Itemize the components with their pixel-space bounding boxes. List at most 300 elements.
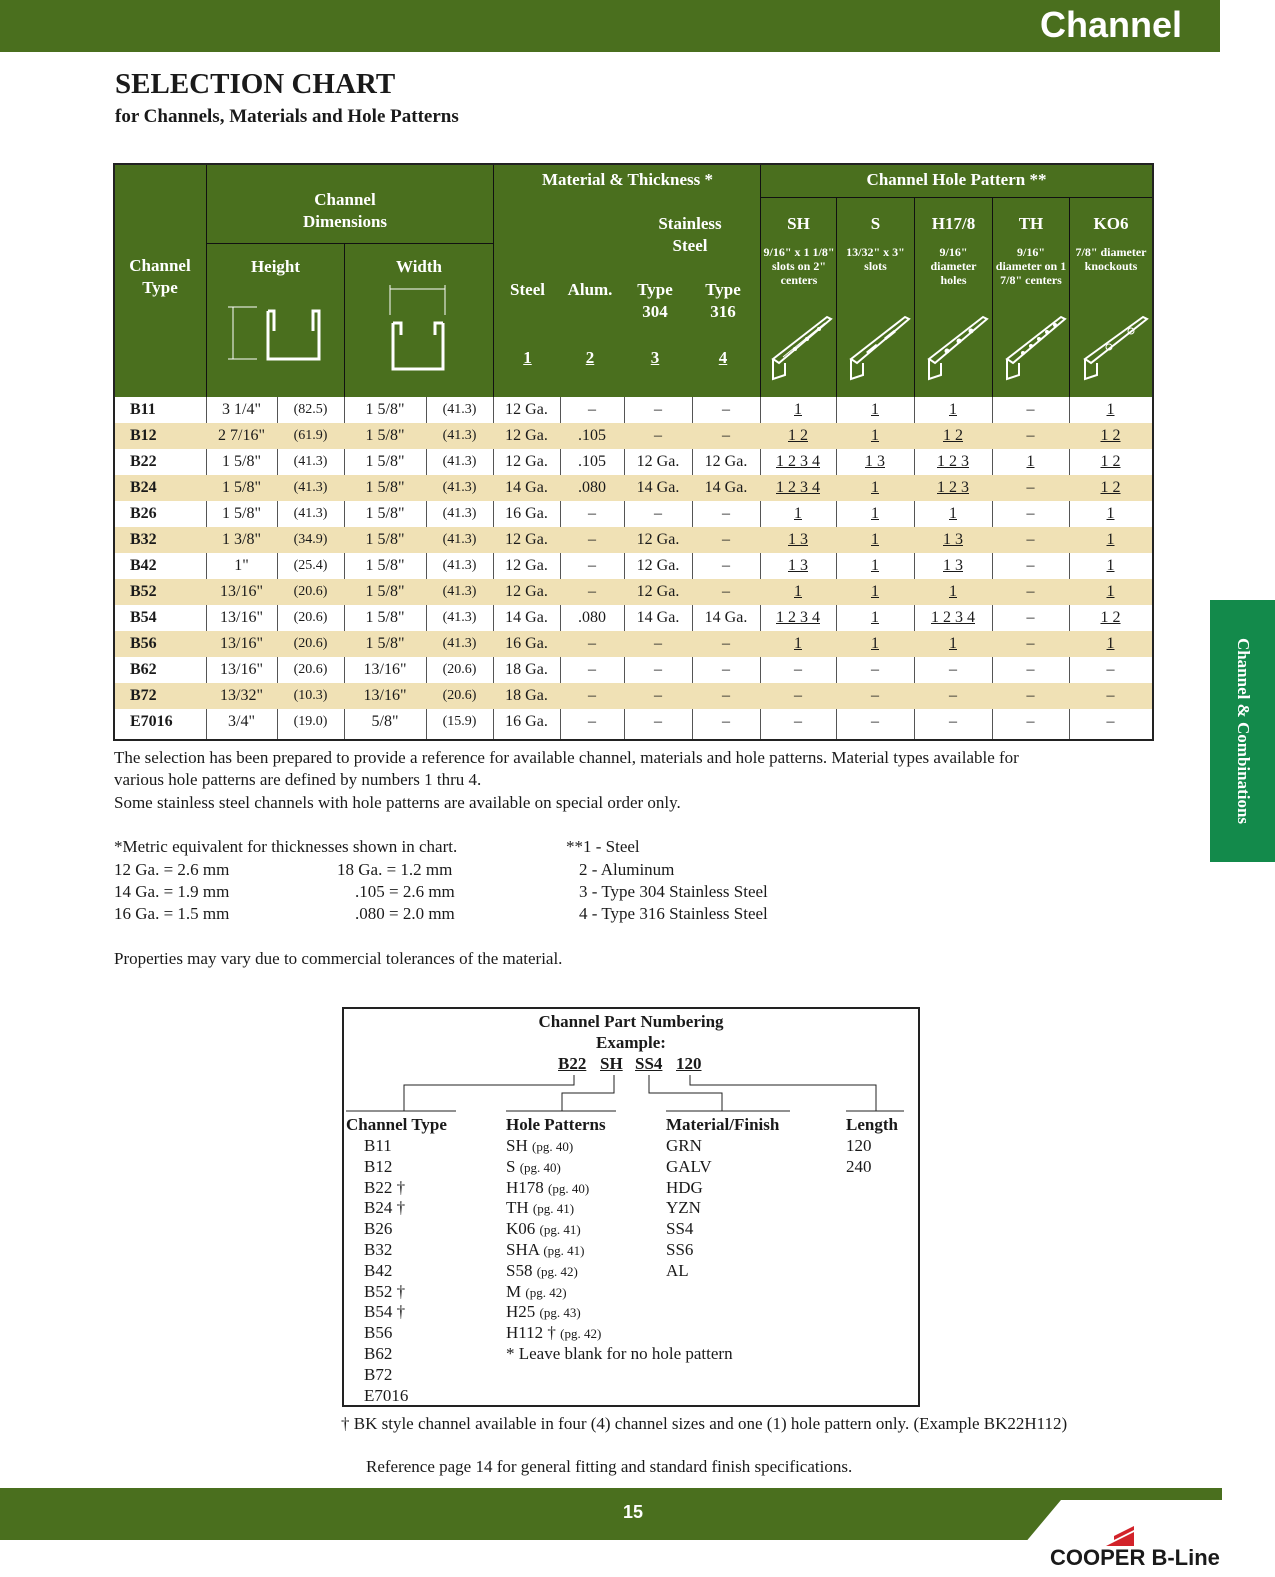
metric-title: *Metric equivalent for thicknesses shown in chart.	[114, 837, 458, 856]
cell-height: 1 5/8"	[222, 479, 261, 496]
note-line-2: various hole patterns are defined by numbers 1 thru 4.	[114, 770, 482, 789]
width-channel-icon	[385, 285, 451, 375]
cell-hp-ko6: 1	[1106, 635, 1115, 652]
cell-hp-s: 1	[871, 583, 879, 600]
cell-type316: –	[722, 505, 730, 522]
cell-alum: –	[588, 531, 596, 548]
properties-note: Properties may vary due to commercial tolerances of the material.	[114, 949, 563, 968]
cell-height: 1"	[234, 557, 249, 574]
hole-pattern-page: (pg. 41)	[543, 1243, 585, 1258]
h-alum: Alum.	[567, 280, 613, 299]
cell-type316: –	[722, 531, 730, 548]
cell-hp-ko6: 1	[1106, 401, 1115, 418]
note-line-1: The selection has been prepared to provide a reference for available channel, materials and hole patterns. Material types available for	[114, 748, 1019, 767]
h-channel-type: Channel Type	[129, 256, 191, 297]
cell-channel-type: B62	[130, 661, 157, 678]
hole-pattern-code: SH	[506, 1136, 528, 1155]
cell-hp-ko6: –	[1106, 661, 1115, 678]
reference-note: Reference page 14 for general fitting and standard finish specifications.	[366, 1457, 853, 1476]
cell-hp-h178: 1 2	[943, 427, 963, 444]
cell-width-mm: (41.3)	[442, 532, 477, 547]
cell-hp-ko6: 1 2	[1100, 609, 1121, 626]
cell-type316: –	[722, 401, 730, 418]
th-channel-icon	[1003, 309, 1069, 383]
bk-footnote: † BK style channel available in four (4) channel sizes and one (1) hole pattern only. (Example BK22H112)	[341, 1414, 1068, 1433]
hole-pattern-page: (pg. 40)	[519, 1159, 561, 1175]
brand-name: COOPER B-Line	[1050, 1545, 1220, 1570]
selection-chart	[113, 163, 1154, 741]
cell-hp-sh: 1	[794, 635, 802, 652]
cell-hp-h178: 1 2 3 4	[931, 609, 975, 626]
cell-hp-ko6: 1	[1106, 531, 1115, 548]
cell-width: 1 5/8"	[365, 583, 405, 600]
hole-pattern-code: S	[506, 1156, 516, 1176]
height-channel-icon	[223, 303, 323, 363]
cell-type316: 14 Ga.	[704, 479, 748, 496]
cell-height: 13/16"	[220, 583, 263, 600]
metric-16ga: 16 Ga. = 1.5 mm	[114, 904, 230, 923]
channel-type-item: B56	[364, 1323, 393, 1343]
cell-width: 13/16"	[363, 687, 407, 704]
table-row	[115, 423, 1152, 449]
cell-channel-type: B26	[130, 505, 157, 522]
col-material-finish: Material/Finish	[666, 1115, 780, 1134]
cell-height-mm: (61.9)	[293, 428, 328, 443]
cell-hp-th: –	[1026, 427, 1035, 444]
cell-hp-h178: 1	[949, 505, 957, 522]
cell-hp-h178: –	[949, 687, 957, 704]
cell-steel: 12 Ga.	[505, 453, 548, 470]
cell-channel-type: B32	[130, 531, 157, 548]
page-number: 15	[623, 1502, 644, 1522]
cell-channel-type: B52	[130, 583, 157, 600]
cell-hp-th: –	[1026, 505, 1035, 522]
cell-width: 1 5/8"	[365, 453, 405, 470]
cell-hp-ko6: 1 2	[1100, 479, 1121, 496]
cell-height: 13/16"	[220, 661, 263, 678]
cell-steel: 16 Ga.	[505, 505, 548, 522]
hp-sh-desc: 9/16" x 1 1/8" slots on 2" centers	[763, 245, 835, 287]
cell-height-mm: (20.6)	[293, 584, 328, 599]
length-item: 120	[846, 1136, 872, 1155]
cell-channel-type: E7016	[130, 713, 173, 730]
hole-pattern-code: H25	[506, 1302, 536, 1322]
cell-alum: –	[588, 401, 596, 418]
cell-hp-s: 1	[871, 635, 879, 652]
cell-alum: –	[588, 505, 596, 522]
cell-width-mm: (20.6)	[442, 662, 477, 677]
metric-14ga: 14 Ga. = 1.9 mm	[114, 882, 230, 901]
hole-pattern-page: (pg. 43)	[539, 1305, 581, 1321]
cell-width-mm: (41.3)	[442, 480, 477, 495]
cell-steel: 18 Ga.	[505, 687, 548, 704]
cell-hp-sh: 1	[794, 505, 802, 522]
cell-height-mm: (25.4)	[293, 558, 328, 573]
h-num-3: 3	[650, 348, 660, 367]
cell-type304: 12 Ga.	[636, 531, 680, 548]
cell-alum: –	[588, 713, 596, 730]
hole-pattern-item	[506, 1135, 573, 1157]
cell-hp-h178: 1 3	[943, 557, 963, 574]
cell-width-mm: (41.3)	[442, 610, 477, 625]
cell-steel: 12 Ga.	[505, 557, 548, 574]
cell-hp-sh: –	[794, 687, 802, 704]
channel-type-item: B54 †	[364, 1302, 406, 1322]
cell-type304: –	[654, 427, 662, 444]
side-tab-label: Channel & Combinations	[1233, 637, 1253, 825]
hole-pattern-page: (pg. 42)	[560, 1326, 602, 1342]
material-item: GRN	[666, 1136, 702, 1155]
key-aluminum: 2 - Aluminum	[579, 860, 675, 879]
key-304: 3 - Type 304 Stainless Steel	[579, 882, 768, 901]
cell-hp-h178: –	[949, 713, 957, 730]
cell-width: 5/8"	[371, 713, 399, 730]
ex-hole: SH	[600, 1054, 623, 1073]
cell-type304: 14 Ga.	[636, 479, 680, 496]
cell-type304: –	[654, 505, 662, 522]
cell-channel-type: B11	[130, 401, 156, 418]
cell-hp-th: –	[1026, 401, 1035, 418]
h178-channel-icon	[925, 309, 991, 383]
side-tab[interactable]	[1210, 600, 1275, 862]
hole-pattern-item	[506, 1197, 574, 1219]
cell-width-mm: (41.3)	[442, 558, 477, 573]
table-row	[115, 631, 1152, 657]
metric-18ga: 18 Ga. = 1.2 mm	[337, 860, 453, 879]
hp-th-desc: 9/16" diameter on 1 7/8" centers	[995, 245, 1067, 287]
h-hole-pattern: Channel Hole Pattern **	[866, 170, 1047, 189]
hole-pattern-page: (pg. 40)	[531, 1139, 574, 1154]
cell-hp-sh: 1 2 3 4	[776, 609, 820, 626]
cell-width-mm: (41.3)	[442, 402, 477, 417]
cell-hp-ko6: 1	[1106, 557, 1115, 574]
cell-height-mm: (20.6)	[293, 610, 328, 625]
h-type304: Type 304	[637, 280, 673, 321]
cell-hp-sh: –	[794, 661, 802, 678]
metric-12ga: 12 Ga. = 2.6 mm	[114, 860, 230, 879]
cell-channel-type: B12	[130, 427, 157, 444]
cell-type304: 12 Ga.	[636, 557, 680, 574]
cell-width: 13/16"	[363, 661, 407, 678]
cell-alum: .080	[578, 479, 606, 496]
cell-hp-th: 1	[1026, 453, 1035, 470]
cell-width: 1 5/8"	[365, 401, 405, 418]
cell-height-mm: (20.6)	[293, 662, 328, 677]
cell-hp-th: –	[1026, 479, 1035, 496]
cell-width-mm: (41.3)	[442, 506, 477, 521]
cell-steel: 16 Ga.	[505, 635, 548, 652]
hole-pattern-item	[506, 1239, 585, 1261]
cell-height: 1 3/8"	[222, 531, 261, 548]
cell-hp-sh: 1 2 3 4	[776, 479, 820, 496]
cell-hp-s: 1	[871, 401, 879, 418]
cell-hp-s: 1	[871, 479, 879, 496]
hole-pattern-code: TH	[506, 1198, 529, 1218]
page-title: SELECTION CHART	[115, 68, 396, 100]
cell-width-mm: (41.3)	[442, 636, 477, 651]
cell-channel-type: B24	[130, 479, 157, 496]
cell-type304: –	[654, 661, 662, 678]
cell-type316: –	[722, 427, 730, 444]
channel-type-item: B12	[364, 1156, 393, 1176]
cell-hp-s: –	[871, 661, 879, 678]
h-dimensions: Channel Dimensions	[302, 190, 388, 231]
cell-width-mm: (20.6)	[442, 688, 477, 703]
cell-type316: –	[722, 635, 730, 652]
channel-type-item: B32	[364, 1240, 393, 1259]
cell-type316: –	[722, 583, 730, 600]
cell-height-mm: (41.3)	[293, 480, 328, 495]
part-title: Channel Part Numbering	[538, 1012, 724, 1031]
cell-width: 1 5/8"	[365, 479, 405, 496]
ex-material: SS4	[635, 1054, 663, 1073]
channel-type-item: B22 †	[364, 1177, 406, 1197]
cell-height: 1 5/8"	[222, 505, 261, 522]
cell-type316: 14 Ga.	[704, 609, 748, 626]
cell-width: 1 5/8"	[365, 531, 405, 548]
cell-type316: –	[722, 661, 730, 678]
cell-hp-ko6: 1	[1106, 505, 1115, 522]
cell-hp-ko6: 1 2	[1100, 453, 1121, 470]
cell-width: 1 5/8"	[365, 427, 405, 444]
cell-hp-th: –	[1026, 557, 1035, 574]
cell-alum: .080	[578, 609, 606, 626]
hole-pattern-page: (pg. 41)	[532, 1201, 575, 1217]
h-stainless: Stainless Steel	[658, 214, 722, 255]
metric-080: .080 = 2.0 mm	[355, 904, 455, 923]
cell-hp-s: 1	[871, 609, 879, 626]
col-channel-type: Channel Type	[346, 1115, 447, 1134]
s-channel-icon	[847, 309, 913, 383]
channel-type-item: B26	[364, 1219, 393, 1239]
material-item: SS6	[666, 1240, 694, 1259]
metric-105: .105 = 2.6 mm	[355, 882, 455, 901]
cell-hp-h178: –	[949, 661, 957, 678]
hp-s: S	[870, 214, 881, 233]
cell-alum: –	[588, 635, 596, 652]
part-example-label: Example:	[596, 1033, 666, 1052]
cell-width-mm: (15.9)	[442, 714, 477, 729]
h-height: Height	[250, 257, 301, 276]
cell-type304: –	[654, 401, 662, 418]
channel-type-item: E7016	[364, 1385, 409, 1405]
col-hole-patterns: Hole Patterns	[506, 1115, 606, 1134]
cell-type316: 12 Ga.	[704, 453, 748, 470]
cell-type304: –	[654, 713, 662, 730]
page-subtitle: for Channels, Materials and Hole Patterns	[115, 106, 459, 127]
length-item: 240	[846, 1156, 872, 1176]
cell-alum: –	[588, 557, 596, 574]
material-item: YZN	[666, 1198, 701, 1218]
cell-hp-h178: 1	[949, 635, 957, 652]
cell-hp-sh: 1	[794, 401, 802, 418]
h-material: Material & Thickness *	[541, 170, 714, 189]
table-row	[115, 553, 1152, 579]
table-row	[115, 579, 1152, 605]
cell-width: 1 5/8"	[365, 635, 405, 652]
part-numbering-box	[342, 1007, 920, 1407]
cell-steel: 12 Ga.	[505, 427, 548, 444]
h-num-1: 1	[523, 348, 532, 367]
table-row	[115, 501, 1152, 527]
part-connector-lines	[344, 1073, 918, 1113]
hp-sh: SH	[787, 214, 810, 233]
cell-hp-s: –	[871, 687, 879, 704]
hp-th: TH	[1018, 214, 1044, 233]
cell-width: 1 5/8"	[365, 557, 405, 574]
table-row	[115, 605, 1152, 631]
hole-pattern-item	[506, 1301, 581, 1323]
cell-type304: –	[654, 635, 662, 652]
cell-channel-type: B56	[130, 635, 157, 652]
cell-height: 2 7/16"	[218, 427, 265, 444]
banner-title: Channel	[1039, 4, 1182, 45]
channel-type-item: B62	[364, 1344, 393, 1363]
cell-hp-ko6: –	[1106, 687, 1115, 704]
cell-type316: –	[722, 713, 730, 730]
cell-height-mm: (41.3)	[293, 506, 328, 521]
cell-hp-s: –	[871, 713, 879, 730]
cell-alum: –	[588, 661, 596, 678]
ko6-channel-icon	[1081, 309, 1151, 383]
cell-hp-sh: 1 2 3 4	[776, 453, 820, 470]
table-row	[115, 683, 1152, 709]
hp-h178: H17/8	[931, 214, 976, 233]
cell-hp-th: –	[1026, 531, 1035, 548]
cell-type304: 14 Ga.	[636, 609, 680, 626]
hole-pattern-page: (pg. 42)	[525, 1284, 567, 1300]
h-steel: Steel	[510, 280, 545, 299]
cell-height: 3 1/4"	[222, 401, 261, 418]
hp-ko6: KO6	[1093, 214, 1129, 233]
hp-h178-desc: 9/16" diameter holes	[930, 245, 977, 287]
table-row	[115, 657, 1152, 683]
hole-pattern-code: S58	[506, 1260, 533, 1280]
ex-length: 120	[676, 1054, 702, 1073]
key-316: 4 - Type 316 Stainless Steel	[579, 904, 768, 923]
cell-hp-sh: 1 3	[788, 557, 808, 574]
cell-width: 1 5/8"	[365, 505, 405, 522]
sh-channel-icon	[769, 309, 835, 383]
cell-steel: 14 Ga.	[505, 479, 548, 496]
h-num-4: 4	[718, 348, 728, 367]
cell-hp-th: –	[1026, 713, 1035, 730]
cell-channel-type: B42	[130, 557, 157, 574]
hole-pattern-page: (pg. 41)	[539, 1222, 581, 1238]
cell-type304: 12 Ga.	[636, 453, 680, 470]
cell-hp-sh: 1 3	[788, 531, 808, 548]
cell-height: 3/4"	[228, 713, 255, 730]
cell-steel: 18 Ga.	[505, 661, 548, 678]
cell-type304: –	[654, 687, 662, 704]
table-row	[115, 709, 1152, 735]
material-item: HDG	[666, 1177, 703, 1197]
channel-type-item: B52 †	[364, 1281, 406, 1301]
cell-width-mm: (41.3)	[442, 584, 477, 599]
channel-type-item: B42	[364, 1260, 393, 1280]
hp-s-desc: 13/32" x 3" slots	[846, 245, 905, 273]
hole-pattern-code: M	[506, 1281, 522, 1301]
hp-ko6-desc: 7/8" diameter knockouts	[1075, 245, 1147, 273]
cell-hp-sh: 1	[794, 583, 802, 600]
material-item: SS4	[666, 1219, 694, 1239]
cell-steel: 12 Ga.	[505, 583, 548, 600]
cell-steel: 12 Ga.	[505, 531, 548, 548]
h-width: Width	[396, 257, 442, 276]
cell-alum: .105	[578, 427, 606, 444]
hole-pattern-code: H178	[506, 1177, 544, 1197]
hole-pattern-item	[506, 1281, 567, 1303]
material-item: AL	[666, 1260, 689, 1280]
cell-height-mm: (20.6)	[293, 636, 328, 651]
cell-height-mm: (41.3)	[293, 454, 328, 469]
table-row	[115, 397, 1152, 423]
col-length: Length	[846, 1115, 898, 1134]
cell-hp-s: 1	[871, 557, 879, 574]
hole-pattern-note: * Leave blank for no hole pattern	[506, 1344, 733, 1363]
cell-height-mm: (19.0)	[293, 714, 328, 729]
cell-hp-h178: 1	[949, 401, 957, 418]
hole-pattern-page: (pg. 40)	[548, 1180, 590, 1196]
cell-hp-th: –	[1026, 687, 1035, 704]
cell-height: 13/16"	[220, 635, 263, 652]
material-item: GALV	[666, 1156, 712, 1176]
cell-hp-ko6: 1 2	[1100, 427, 1121, 444]
cell-type304: 12 Ga.	[636, 583, 680, 600]
table-row	[115, 449, 1152, 475]
cell-hp-h178: 1 3	[943, 531, 963, 548]
cell-steel: 14 Ga.	[505, 609, 548, 626]
note-line-3: Some stainless steel channels with hole patterns are available on special order only.	[114, 793, 681, 812]
cell-height-mm: (10.3)	[293, 688, 328, 703]
cell-width-mm: (41.3)	[442, 428, 477, 443]
hole-pattern-code: K06	[506, 1219, 536, 1239]
cell-hp-h178: 1 2 3	[937, 479, 969, 496]
cell-hp-s: 1	[871, 427, 879, 444]
cell-width: 1 5/8"	[365, 609, 405, 626]
cell-hp-sh: –	[794, 713, 802, 730]
cell-type316: –	[722, 687, 730, 704]
chart-header	[115, 165, 1152, 397]
cell-height: 13/32"	[220, 687, 263, 704]
hole-pattern-item	[506, 1218, 581, 1240]
channel-type-item: B24 †	[364, 1198, 406, 1218]
cell-steel: 12 Ga.	[505, 401, 548, 418]
cell-hp-s: 1 3	[865, 453, 885, 470]
h-num-2: 2	[585, 348, 595, 367]
cell-height-mm: (34.9)	[293, 532, 328, 547]
cell-height-mm: (82.5)	[293, 402, 328, 417]
cell-hp-th: –	[1026, 661, 1035, 678]
channel-type-item: B72	[364, 1364, 393, 1384]
hole-pattern-code: H112 †	[506, 1323, 556, 1343]
h-type316: Type 316	[705, 280, 741, 321]
cell-hp-h178: 1 2 3	[937, 453, 969, 470]
cell-steel: 16 Ga.	[505, 713, 548, 730]
cell-height: 1 5/8"	[222, 453, 261, 470]
ex-channel: B22	[558, 1054, 587, 1073]
hole-pattern-item	[506, 1322, 601, 1344]
cell-channel-type: B22	[130, 453, 157, 470]
hole-pattern-page: (pg. 42)	[536, 1263, 578, 1279]
cell-hp-th: –	[1026, 635, 1035, 652]
cell-height: 13/16"	[220, 609, 263, 626]
cell-width-mm: (41.3)	[442, 454, 477, 469]
cell-alum: –	[588, 583, 596, 600]
channel-type-item: B11	[364, 1136, 392, 1155]
cell-hp-s: 1	[871, 531, 879, 548]
cell-channel-type: B54	[130, 609, 157, 626]
